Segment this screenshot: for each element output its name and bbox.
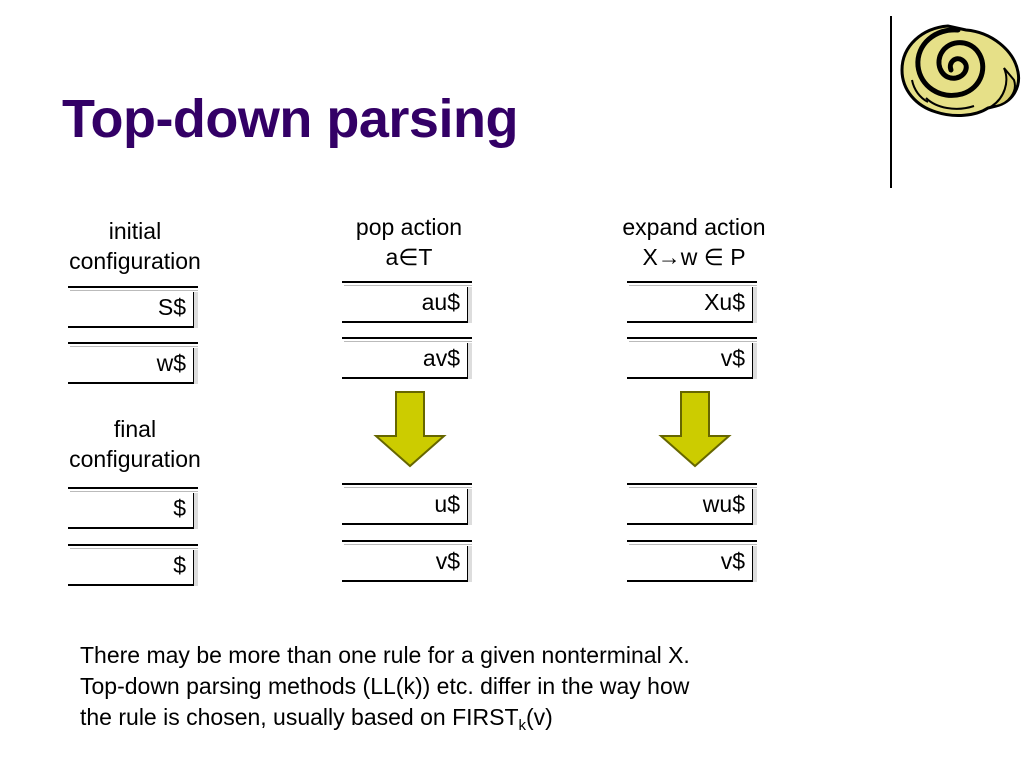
down-arrow-icon	[372, 390, 448, 468]
config-value: au$	[421, 289, 460, 315]
expand-after-top	[627, 483, 757, 525]
footer-text	[80, 640, 690, 741]
config-value: $	[173, 552, 186, 578]
config-value: S$	[157, 294, 186, 320]
pop-before-top	[342, 281, 472, 323]
config-value: $	[173, 495, 186, 521]
expand-before-bottom	[627, 337, 757, 379]
expand-before-top	[627, 281, 757, 323]
footer-line-2: Top-down parsing methods (LL(k)) etc. differ in the way how	[80, 673, 690, 699]
expand-after-bottom	[627, 540, 757, 582]
config-value: v$	[720, 345, 745, 371]
pop-after-bottom	[342, 540, 472, 582]
pop-before-bottom	[342, 337, 472, 379]
config-value: wu$	[702, 491, 745, 517]
initial-box-bottom	[68, 342, 198, 384]
pop-action-label: pop action a∈T	[355, 214, 463, 270]
config-value: w$	[156, 350, 186, 376]
config-value: u$	[434, 491, 460, 517]
page-title: Top-down parsing	[62, 89, 518, 149]
footer-line-3: the rule is chosen, usually based on $FIRST_k(v)$	[80, 704, 553, 734]
down-arrow-icon	[657, 390, 733, 468]
config-value: v$	[720, 548, 745, 574]
final-configuration-label: final configuration	[69, 416, 201, 472]
final-box-top	[68, 487, 198, 529]
pop-after-top	[342, 483, 472, 525]
expand-action-label: expand action X→w ∈ P	[622, 214, 766, 270]
rolled-scroll-icon	[896, 10, 1022, 120]
config-value: Xu$	[704, 289, 745, 315]
divider-line	[890, 16, 892, 188]
config-value: v$	[435, 548, 460, 574]
final-box-bottom	[68, 544, 198, 586]
footer-line-1: There may be more than one rule for a given nonterminal X.	[80, 642, 690, 668]
initial-box-top	[68, 286, 198, 328]
config-value: av$	[422, 345, 460, 371]
initial-configuration-label: initial configuration	[69, 218, 201, 274]
